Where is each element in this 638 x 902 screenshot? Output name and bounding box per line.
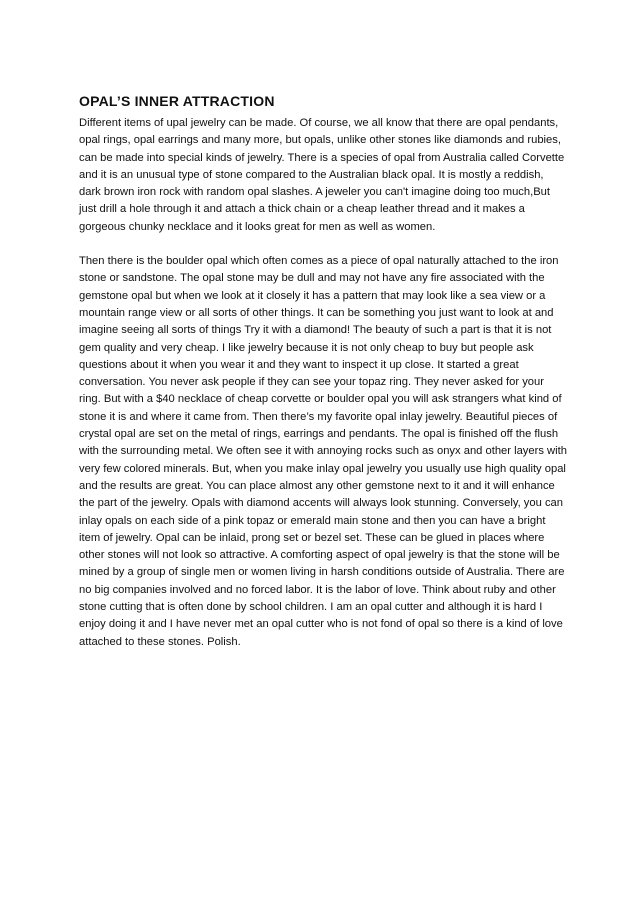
paragraph-2: Then there is the boulder opal which often comes as a piece of opal naturally attached to the iron stone or sandstone. The opal stone may be dull and may not have any fire associated with the gemstone opal but when we look at it closely it has a pattern that may look like a sea view or a mountain range view or all sorts of other things. It can be something you just want to look at and imagine seeing all sorts of things Try it with a diamond! The beauty of such a part is that it is not gem quality and very cheap. I like jewelry because it is not only cheap to buy but people ask questions about it when you wear it and they want to inspect it up close. It started a great conversation. You never ask people if they can see your topaz ring. They never asked for your ring. But with a $40 necklace of cheap corvette or boulder opal you will ask strangers what kind of stone it is and where it came from. Then there’s my favorite opal inlay jewelry. Beautiful pieces of crystal opal are set on the metal of rings, earrings and pendants. The opal is finished off the flush with the surrounding metal. We often see it with annoying rocks such as onyx and other layers with very few colored minerals. But, when you make inlay opal jewelry you usually use high quality opal and the results are great. You can place almost any other gemstone next to it and it will enhance the part of the jewelry. Opals with diamond accents will always look stunning. Conversely, you can inlay opals on each side of a pink topaz or emerald main stone and then you can have a bright item of jewelry. Opal can be inlaid, prong set or bezel set. These can be glued in places where other stones will not look so attractive. A comforting aspect of opal jewelry is that the stone will be mined by a group of single men or women living in harsh conditions outside of Australia. There are no big companies involved and no forced labor. It is the labor of love. Think about ruby and other stone cutting that is often done by school children. I am an opal cutter and although it is hard I enjoy doing it and I have never met an opal cutter who is not fond of opal so there is a kind of love attached to these stones. Polish. [79,255,567,648]
paragraph-1: Different items of upal jewelry can be made. Of course, we all know that there are opal pendants, opal rings, opal earrings and many more, but opals, unlike other stones like diamonds and rubies, can be made into special kinds of jewelry. There is a species of opal from Australia called Corvette and it is an unusual type of stone compared to the Australian black opal. It is mostly a reddish, dark brown iron rock with random opal slashes. A jeweler you can't imagine doing too much,But just drill a hole through it and attach a thick chain or a cheap leather thread and it makes a gorgeous chunky necklace and it looks great for men as well as women. [79,117,565,233]
document-title: OPAL’S INNER ATTRACTION [79,93,275,109]
document-body [79,92,567,651]
